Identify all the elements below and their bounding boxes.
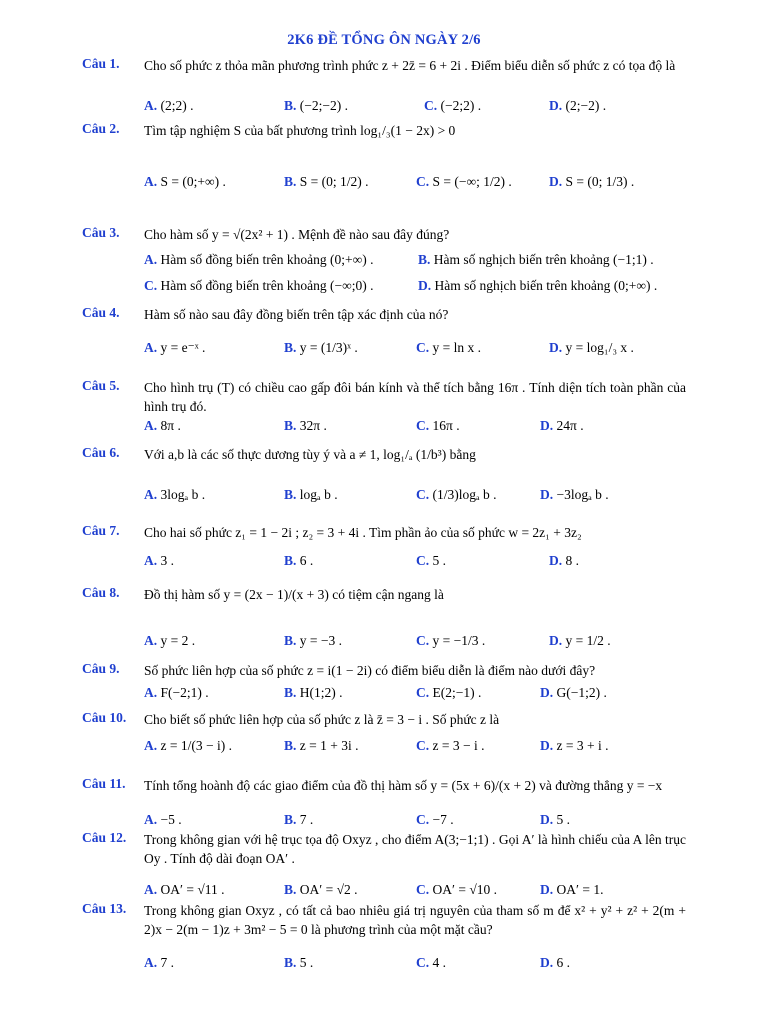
option-text: OA′ = √10 . [429, 882, 497, 897]
option-text: S = (0;+∞) . [157, 174, 226, 189]
option-text: y = 2 . [157, 633, 196, 648]
answer-option-c[interactable] [416, 812, 454, 828]
option-label: A. [144, 553, 158, 568]
option-label: B. [284, 340, 297, 355]
question-stem: Tìm tập nghiệm S của bất phương trình log₁/₃(1 − 2x) > 0 [144, 123, 456, 138]
answer-option-b[interactable] [284, 812, 313, 828]
option-label: D. [549, 553, 563, 568]
option-text: y = −1/3 . [429, 633, 486, 648]
question-number: Câu 2. [82, 121, 120, 136]
option-label: B. [284, 487, 297, 502]
option-label: D. [549, 340, 563, 355]
option-text: Hàm số đồng biến trên khoảng (0;+∞) . [157, 252, 374, 267]
option-text: OA′ = 1. [553, 882, 604, 897]
answer-option-d[interactable] [540, 812, 570, 828]
option-label: D. [540, 882, 554, 897]
answer-option-b[interactable] [284, 418, 327, 434]
option-text: y = −3 . [296, 633, 342, 648]
option-text: 5 . [553, 812, 570, 827]
option-text: y = 1/2 . [562, 633, 611, 648]
answer-option-b[interactable] [418, 252, 654, 268]
answer-option-a[interactable] [144, 685, 209, 701]
answer-option-b[interactable] [284, 340, 358, 356]
question-number: Câu 12. [82, 830, 127, 845]
answer-option-a[interactable] [144, 174, 226, 190]
option-label: C. [416, 882, 430, 897]
option-label: D. [540, 487, 554, 502]
answer-option-c[interactable] [424, 98, 481, 114]
option-label: C. [416, 174, 430, 189]
question-stem: Với a,b là các số thực dương tùy ý và a ≠ 1, log₁/ₐ (1/b³) bằng [144, 447, 476, 462]
answer-option-d[interactable] [549, 174, 634, 190]
option-label: C. [416, 738, 430, 753]
question-number: Câu 1. [82, 56, 120, 71]
answer-option-c[interactable] [416, 340, 481, 356]
option-label: C. [416, 633, 430, 648]
question-number: Câu 5. [82, 378, 120, 393]
option-text: 16π . [429, 418, 460, 433]
answer-option-d[interactable] [418, 278, 657, 294]
answer-option-c[interactable] [416, 882, 497, 898]
question-number: Câu 10. [82, 710, 127, 725]
option-label: B. [284, 812, 297, 827]
question-stem: Cho số phức z thỏa mãn phương trình phức z + 2z̄ = 6 + 2i . Điểm biểu diễn số phức z có tọa độ là [144, 58, 676, 73]
option-text: 7 . [157, 955, 174, 970]
option-text: 32π . [296, 418, 327, 433]
option-label: A. [144, 882, 158, 897]
option-label: A. [144, 98, 158, 113]
option-text: OA′ = √11 . [157, 882, 225, 897]
question-stem: Số phức liên hợp của số phức z = i(1 − 2i) có điểm biểu diễn là điểm nào dưới đây? [144, 663, 596, 678]
option-text: 24π . [553, 418, 584, 433]
question-number: Câu 7. [82, 523, 120, 538]
option-label: C. [416, 340, 430, 355]
answer-option-d[interactable] [549, 340, 634, 356]
option-label: C. [416, 812, 430, 827]
answer-option-b[interactable] [284, 955, 313, 971]
option-text: (2;−2) . [562, 98, 607, 113]
option-label: C. [144, 278, 158, 293]
question-stem: Cho hàm số y = √(2x² + 1) . Mệnh đề nào sau đây đúng? [144, 227, 450, 242]
option-label: D. [540, 738, 554, 753]
option-label: D. [540, 685, 554, 700]
answer-option-b[interactable] [284, 553, 313, 569]
answer-option-c[interactable] [416, 553, 446, 569]
option-text: y = e⁻ˣ . [157, 340, 206, 355]
option-label: A. [144, 955, 158, 970]
answer-option-d[interactable] [540, 418, 584, 434]
answer-option-b[interactable] [284, 98, 348, 114]
answer-option-c[interactable] [416, 685, 481, 701]
answer-option-a[interactable] [144, 98, 194, 114]
option-text: logₐ b . [296, 487, 338, 502]
answer-option-a[interactable] [144, 340, 205, 356]
question-number: Câu 11. [82, 776, 126, 791]
option-text: 6 . [553, 955, 570, 970]
answer-option-a[interactable] [144, 812, 182, 828]
option-label: A. [144, 174, 158, 189]
option-text: (2;2) . [157, 98, 194, 113]
option-label: D. [549, 174, 563, 189]
option-text: (1/3)logₐ b . [429, 487, 497, 502]
option-text: −7 . [429, 812, 454, 827]
option-label: A. [144, 252, 158, 267]
answer-option-a[interactable] [144, 955, 174, 971]
question-stem: Cho hình trụ (T) có chiều cao gấp đôi bán kính và thể tích bằng 16π . Tính diện tích toàn phần của hình trụ đó. [144, 380, 686, 414]
option-label: B. [284, 98, 297, 113]
answer-option-c[interactable] [144, 278, 373, 294]
option-label: D. [540, 418, 554, 433]
option-label: D. [418, 278, 432, 293]
option-text: 5 . [429, 553, 446, 568]
option-text: z = 1 + 3i . [296, 738, 359, 753]
option-label: B. [284, 418, 297, 433]
option-label: B. [284, 553, 297, 568]
option-label: C. [416, 487, 430, 502]
option-text: y = (1/3)ˣ . [296, 340, 358, 355]
answer-option-b[interactable] [284, 633, 342, 649]
answer-option-b[interactable] [284, 487, 338, 503]
option-label: D. [540, 955, 554, 970]
option-label: D. [540, 812, 554, 827]
answer-option-b[interactable] [284, 685, 343, 701]
answer-option-b[interactable] [284, 882, 358, 898]
option-text: 3 . [157, 553, 174, 568]
option-text: 5 . [296, 955, 314, 970]
question-stem: Cho biết số phức liên hợp của số phức z là z̄ = 3 − i . Số phức z là [144, 712, 500, 727]
question-stem: Trong không gian với hệ trục tọa độ Oxyz , cho điểm A(3;−1;1) . Gọi A′ là hình chiếu của A lên trục Oy . Tính độ dài đoạn OA′ . [144, 832, 686, 866]
option-text: −5 . [157, 812, 182, 827]
option-text: E(2;−1) . [429, 685, 482, 700]
option-text: 8 . [562, 553, 579, 568]
answer-option-d[interactable] [549, 633, 611, 649]
option-text: 8π . [157, 418, 181, 433]
option-text: y = log₁/₃ x . [562, 340, 634, 355]
page-title: 2K6 ĐỀ TỔNG ÔN NGÀY 2/6 [287, 32, 481, 48]
answer-option-a[interactable] [144, 418, 181, 434]
answer-option-c[interactable] [416, 174, 512, 190]
option-label: B. [284, 882, 297, 897]
question-stem: Đồ thị hàm số y = (2x − 1)/(x + 3) có tiệm cận ngang là [144, 587, 444, 602]
option-text: Hàm số nghịch biến trên khoảng (−1;1) . [430, 252, 654, 267]
answer-option-a[interactable] [144, 633, 195, 649]
answer-option-b[interactable] [284, 738, 359, 754]
question-stem: Cho hai số phức z₁ = 1 − 2i ; z₂ = 3 + 4i . Tìm phần ảo của số phức w = 2z₁ + 3z₂ [144, 525, 582, 540]
option-label: C. [416, 955, 430, 970]
answer-option-a[interactable] [144, 252, 373, 268]
option-label: A. [144, 633, 158, 648]
question-number: Câu 9. [82, 661, 120, 676]
answer-option-c[interactable] [416, 487, 497, 503]
option-text: z = 3 + i . [553, 738, 609, 753]
option-text: 4 . [429, 955, 446, 970]
option-label: B. [284, 633, 297, 648]
option-text: 6 . [296, 553, 314, 568]
question-number: Câu 4. [82, 305, 120, 320]
option-label: C. [416, 553, 430, 568]
option-text: z = 1/(3 − i) . [157, 738, 232, 753]
option-label: B. [284, 174, 297, 189]
answer-option-a[interactable] [144, 738, 232, 754]
answer-option-a[interactable] [144, 487, 205, 503]
option-text: −3logₐ b . [553, 487, 609, 502]
option-label: A. [144, 685, 158, 700]
option-text: (−2;−2) . [296, 98, 348, 113]
option-label: C. [424, 98, 438, 113]
answer-option-a[interactable] [144, 553, 174, 569]
option-text: Hàm số đồng biến trên khoảng (−∞;0) . [157, 278, 374, 293]
answer-option-d[interactable] [540, 487, 609, 503]
option-label: B. [284, 955, 297, 970]
option-label: D. [549, 98, 563, 113]
option-text: OA′ = √2 . [296, 882, 358, 897]
option-text: 7 . [296, 812, 314, 827]
question-number: Câu 13. [82, 901, 127, 916]
option-label: A. [144, 738, 158, 753]
option-label: A. [144, 340, 158, 355]
option-label: C. [416, 685, 430, 700]
answer-option-d[interactable] [540, 685, 607, 701]
question-stem: Trong không gian Oxyz , có tất cả bao nhiêu giá trị nguyên của tham số m để x² + y² + z² + 2(m + 2)x − 2(m − 1)z + 3m² − 5 = 0 là phương trình của một mặt cầu? [144, 903, 686, 937]
option-text: G(−1;2) . [553, 685, 607, 700]
option-text: S = (−∞; 1/2) . [429, 174, 512, 189]
question-stem: Hàm số nào sau đây đồng biến trên tập xác định của nó? [144, 307, 449, 322]
option-label: B. [284, 685, 297, 700]
question-number: Câu 3. [82, 225, 120, 240]
option-text: y = ln x . [429, 340, 481, 355]
answer-option-b[interactable] [284, 174, 369, 190]
option-label: D. [549, 633, 563, 648]
answer-option-d[interactable] [540, 955, 570, 971]
question-number: Câu 8. [82, 585, 120, 600]
option-label: A. [144, 812, 158, 827]
option-label: A. [144, 418, 158, 433]
option-text: Hàm số nghịch biến trên khoảng (0;+∞) . [431, 278, 658, 293]
answer-option-d[interactable] [549, 553, 579, 569]
question-number: Câu 6. [82, 445, 120, 460]
option-text: S = (0; 1/3) . [562, 174, 635, 189]
answer-option-d[interactable] [540, 882, 603, 898]
option-text: F(−2;1) . [157, 685, 209, 700]
answer-option-c[interactable] [416, 955, 446, 971]
option-text: (−2;2) . [437, 98, 482, 113]
option-text: 3logₐ b . [157, 487, 206, 502]
answer-option-a[interactable] [144, 882, 224, 898]
option-text: z = 3 − i . [429, 738, 485, 753]
question-stem: Tính tổng hoành độ các giao điểm của đồ thị hàm số y = (5x + 6)/(x + 2) và đường thẳng y = −x [144, 778, 663, 793]
option-label: B. [284, 738, 297, 753]
answer-option-d[interactable] [549, 98, 606, 114]
answer-option-d[interactable] [540, 738, 608, 754]
option-text: S = (0; 1/2) . [296, 174, 369, 189]
option-text: H(1;2) . [296, 685, 343, 700]
option-label: A. [144, 487, 158, 502]
option-label: B. [418, 252, 431, 267]
answer-option-c[interactable] [416, 633, 485, 649]
option-label: C. [416, 418, 430, 433]
answer-option-c[interactable] [416, 418, 460, 434]
answer-option-c[interactable] [416, 738, 484, 754]
